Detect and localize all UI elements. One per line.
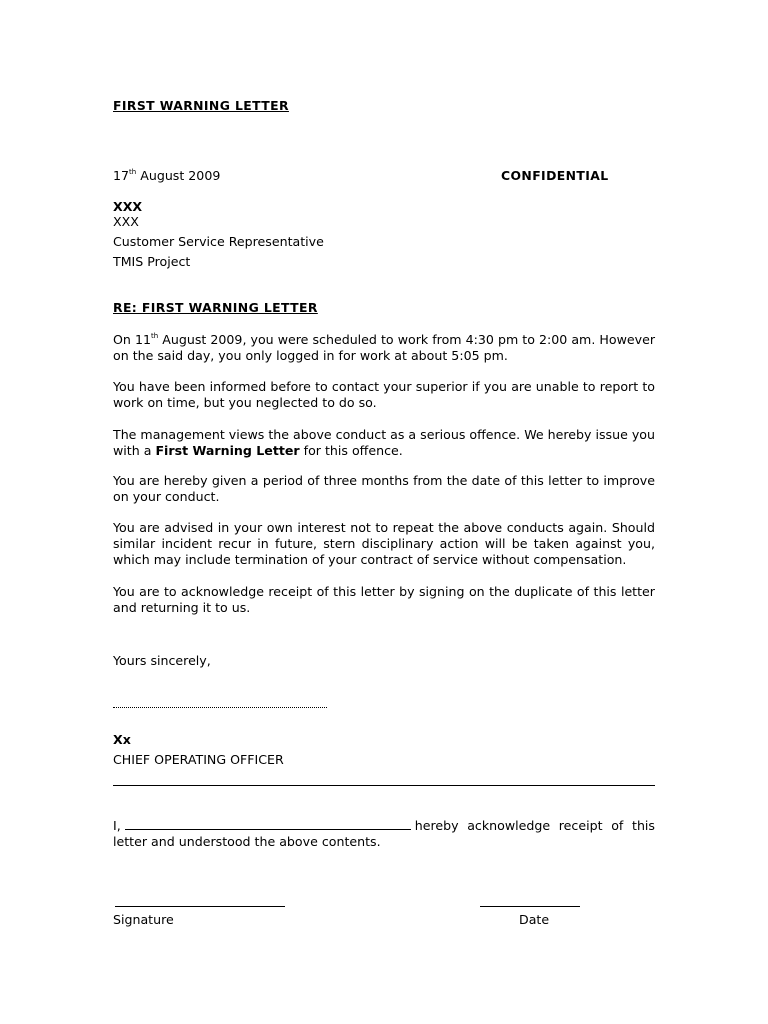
signer-name: Xx [113, 732, 131, 747]
p3-pre: The management views the above conduct as a serious offence. We hereby issue you with a [113, 427, 655, 458]
name-blank-line [125, 818, 411, 830]
paragraph-5: You are advised in your own interest not to repeat the above conducts again. Should similar incident recur in future, stern disciplinary action will be taken against you, which may include termination of your contract of service without compensation. [113, 520, 655, 567]
ack-suffix: hereby acknowledge receipt of this letter and understood the above contents. [113, 818, 655, 849]
recipient-project: TMIS Project [113, 254, 191, 269]
paragraph-3 [113, 427, 655, 459]
p1-post: August 2009, you were scheduled to work from 4:30 pm to 2:00 am. However on the said day, you only logged in for work at about 5:05 pm. [113, 332, 655, 363]
recipient-name: XXX [113, 199, 143, 214]
p1-pre: On 11 [113, 332, 151, 347]
ack-prefix: I, [113, 818, 121, 833]
date-label: Date [519, 912, 550, 927]
date-suffix: th [129, 168, 137, 176]
p3-bold: First Warning Letter [155, 443, 300, 458]
date-day: 17 [113, 168, 130, 183]
signer-title: CHIEF OPERATING OFFICER [113, 752, 284, 767]
separator-rule [113, 785, 655, 786]
signature-blank-line [115, 906, 285, 907]
p3-post: for this offence. [299, 443, 403, 458]
signature-dotted-line [113, 707, 327, 708]
closing: Yours sincerely, [113, 653, 211, 668]
paragraph-2: You have been informed before to contact your superior if you are unable to report to work on time, but you neglected to do so. [113, 379, 655, 410]
paragraph-6: You are to acknowledge receipt of this letter by signing on the duplicate of this letter and returning it to us. [113, 584, 655, 615]
date-rest: August 2009 [136, 168, 221, 183]
letter-date [113, 168, 220, 183]
re-line: RE: FIRST WARNING LETTER [113, 300, 318, 315]
warning-letter-document [113, 0, 655, 1024]
letter-title: FIRST WARNING LETTER [113, 98, 289, 113]
acknowledgement-paragraph [113, 818, 655, 850]
date-blank-line [480, 906, 580, 907]
paragraph-1 [113, 332, 655, 364]
recipient-line2: XXX [113, 214, 139, 229]
p1-sup: th [151, 332, 159, 340]
confidential-label: CONFIDENTIAL [501, 168, 609, 183]
recipient-position: Customer Service Representative [113, 234, 324, 249]
signature-label: Signature [113, 912, 174, 927]
paragraph-4: You are hereby given a period of three months from the date of this letter to improve on your conduct. [113, 473, 655, 504]
